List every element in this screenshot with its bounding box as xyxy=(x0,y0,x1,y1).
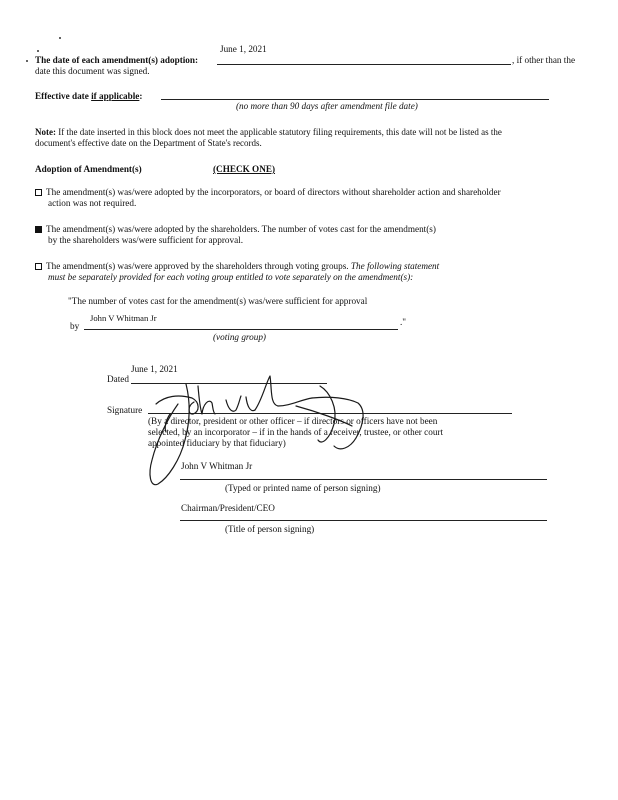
signature-label: Signature xyxy=(107,405,143,415)
note-line-1: Note: If the date inserted in this block does not meet the applicable statutory filing requirements, this date will not be listed as the xyxy=(35,127,502,137)
option-voting-groups-line1-italic: The following statement xyxy=(350,261,440,271)
option-voting-groups-line2: must be separately provided for each voting group entitled to vote separately on the amendment(s): xyxy=(48,272,414,282)
option-incorporators-line1: The amendment(s) was/were adopted by the incorporators, or board of directors without shareholder action and shareholder xyxy=(46,187,501,197)
amendment-date-line xyxy=(217,64,511,65)
scan-mark xyxy=(26,60,28,62)
option-voting-groups-line1: The amendment(s) was/were approved by the shareholders through voting groups. xyxy=(46,261,351,271)
title-hint: (Title of person signing) xyxy=(225,524,315,534)
option-incorporators[interactable] xyxy=(35,187,501,198)
scan-mark xyxy=(37,50,39,52)
amendment-date-label: The date of each amendment(s) adoption: xyxy=(35,55,199,65)
signature-note-line2: selected, by an incorporator – if in the hands of a receiver, trustee, or other court xyxy=(148,427,444,437)
effective-date-line[interactable] xyxy=(161,99,549,100)
typed-name-value: John V Whitman Jr xyxy=(181,461,253,471)
effective-date-label-plain: Effective date xyxy=(35,91,92,101)
option-shareholders-line2: by the shareholders was/were sufficient for approval. xyxy=(48,235,243,245)
effective-date-label-underlined: if applicable xyxy=(91,91,140,101)
title-line[interactable] xyxy=(180,520,547,521)
title-value: Chairman/President/CEO xyxy=(181,503,275,513)
typed-name-line[interactable] xyxy=(180,479,547,480)
amendment-date-value: June 1, 2021 xyxy=(220,44,267,54)
dated-line[interactable] xyxy=(131,383,327,384)
option-voting-groups-checkbox[interactable] xyxy=(35,263,42,270)
typed-name-hint: (Typed or printed name of person signing) xyxy=(225,483,381,493)
signature-note-line1: (By a director, president or other officer – if directors or officers have not been xyxy=(148,416,438,426)
effective-date-label xyxy=(35,91,142,102)
option-shareholders[interactable] xyxy=(35,224,436,235)
note-line-2: document's effective date on the Department of State's records. xyxy=(35,138,262,148)
note-line-1-body: If the date inserted in this block does not meet the applicable statutory filing requirements, this date will not be listed as the xyxy=(56,127,502,137)
check-one-label: (CHECK ONE) xyxy=(213,164,276,174)
effective-date-hint: (no more than 90 days after amendment file date) xyxy=(236,101,418,111)
amendment-date-continuation: date this document was signed. xyxy=(35,66,150,76)
scan-mark xyxy=(59,37,61,39)
voting-statement: "The number of votes cast for the amendment(s) was/were sufficient for approval xyxy=(68,296,368,306)
option-shareholders-line1: The amendment(s) was/were adopted by the shareholders. The number of votes cast for the amendment(s) xyxy=(46,224,436,234)
signature-line[interactable] xyxy=(148,413,512,414)
by-label: by xyxy=(70,321,80,331)
voting-group-hint: (voting group) xyxy=(213,332,266,342)
signature-note-line3: appointed fiduciary by that fiduciary) xyxy=(148,438,286,448)
adoption-heading: Adoption of Amendment(s) xyxy=(35,164,142,174)
voting-group-value: John V Whitman Jr xyxy=(90,313,157,323)
amendment-date-suffix: , if other than the xyxy=(512,55,576,65)
effective-date-colon: : xyxy=(139,91,143,101)
option-incorporators-checkbox[interactable] xyxy=(35,189,42,196)
closing-quote: ." xyxy=(400,317,407,327)
option-incorporators-line2: action was not required. xyxy=(48,198,137,208)
voting-group-line[interactable] xyxy=(84,329,398,330)
dated-value: June 1, 2021 xyxy=(131,364,178,374)
option-voting-groups[interactable] xyxy=(35,261,439,272)
option-shareholders-checkbox[interactable] xyxy=(35,226,42,233)
dated-label: Dated xyxy=(107,374,129,384)
